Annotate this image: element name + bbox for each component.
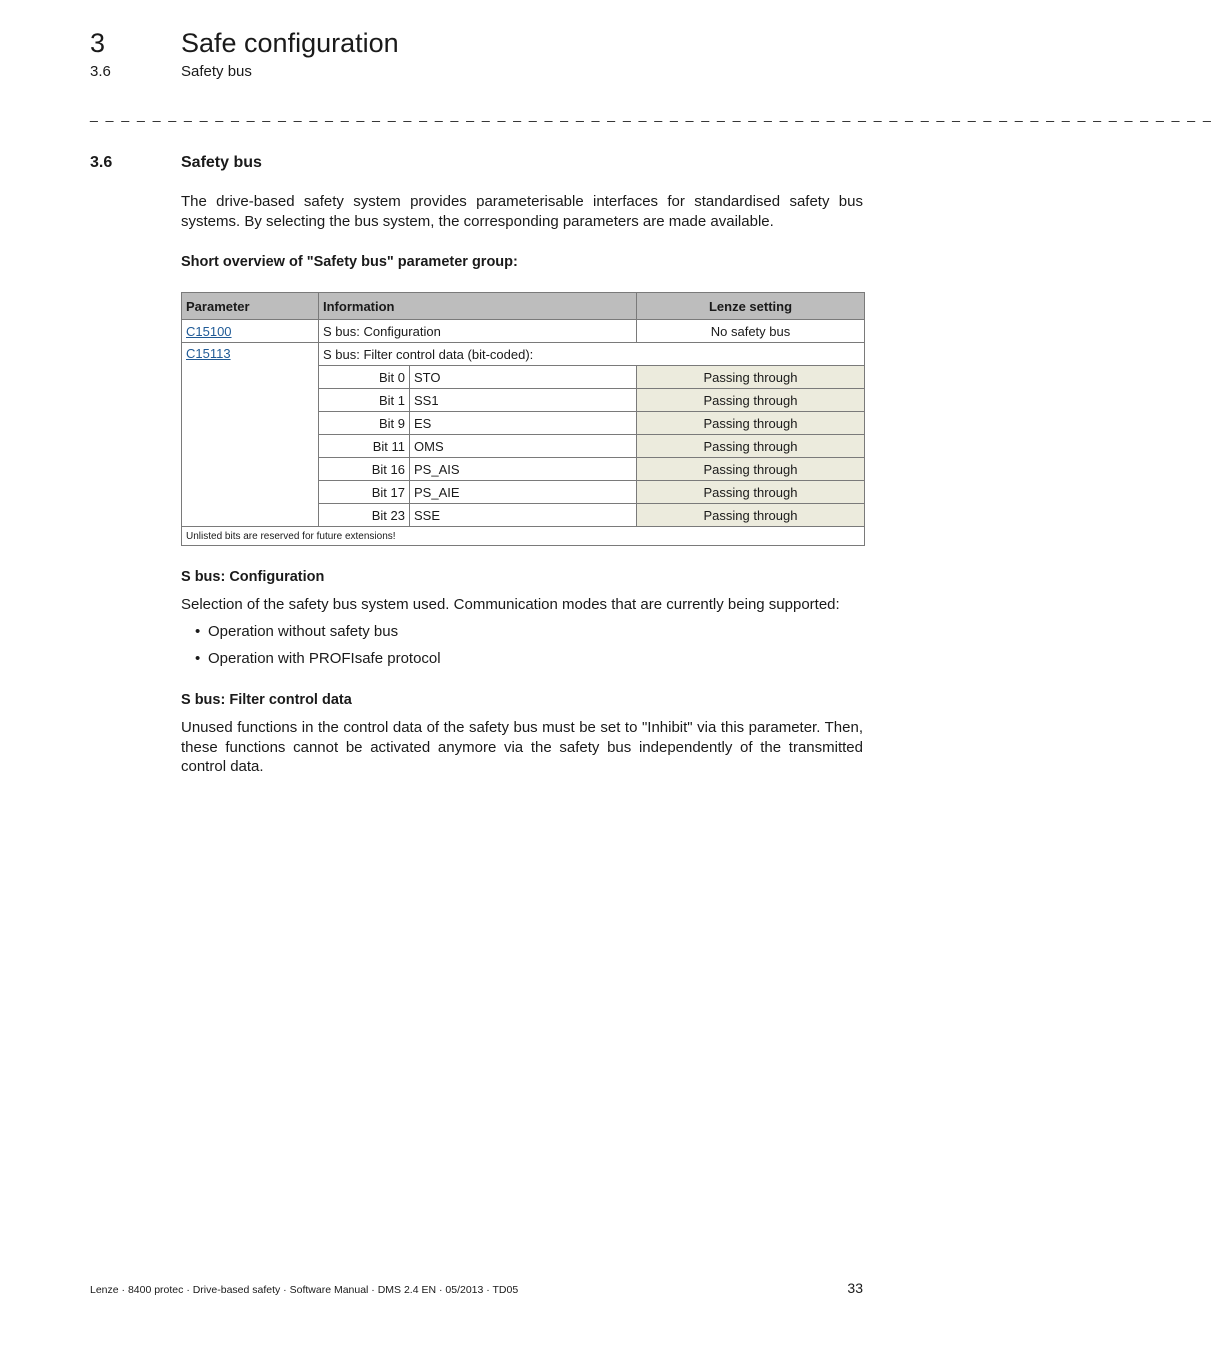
list-item <box>195 649 441 676</box>
cell-bit-name: SSE <box>410 504 637 527</box>
cell-setting: Passing through <box>637 481 865 504</box>
cell-bit-name: ES <box>410 412 637 435</box>
footer-text: Lenze · 8400 protec · Drive-based safety · Software Manual · DMS 2.4 EN · 05/2013 · TD05 <box>90 1284 519 1296</box>
table-note-row <box>182 527 865 546</box>
cell-bit: Bit 0 <box>319 366 410 389</box>
cell-setting: No safety bus <box>637 320 865 343</box>
table-note: Unlisted bits are reserved for future extensions! <box>182 527 865 546</box>
overview-title: Short overview of "Safety bus" parameter group: <box>181 254 518 270</box>
chapter-number: 3 <box>90 28 106 58</box>
header-section-title: Safety bus <box>181 63 252 80</box>
config-bullet-list <box>195 622 441 676</box>
cell-setting: Passing through <box>637 366 865 389</box>
section-title: Safety bus <box>181 154 262 171</box>
table-header-row <box>182 293 865 320</box>
cell-bit: Bit 17 <box>319 481 410 504</box>
section-number: 3.6 <box>90 154 113 171</box>
table-row <box>182 320 865 343</box>
list-item <box>195 622 441 649</box>
config-heading: S bus: Configuration <box>181 569 325 585</box>
link-c15100[interactable]: C15100 <box>186 323 232 339</box>
cell-setting: Passing through <box>637 412 865 435</box>
bullet-icon: • <box>195 650 201 667</box>
filter-paragraph: Unused functions in the control data of the safety bus must be set to "Inhibit" via this parameter. Then, these functions cannot be activated anymore via the safety bus independently of the transmitted control data. <box>181 719 863 775</box>
header-lenze-setting: Lenze setting <box>637 293 865 320</box>
header-parameter: Parameter <box>182 293 319 320</box>
header-divider: _ _ _ _ _ _ _ _ _ _ _ _ _ _ _ _ _ _ _ _ _ _ _ _ _ _ _ _ _ _ _ _ _ _ _ _ _ _ _ _ _ _ _ _ _ _ _ _ _ _ _ _ _ _ _ _ _ _ _ _ _ _ _ _ _ _ _ _ _ _ _ _ <box>90 106 1213 122</box>
parameter-table <box>181 292 865 546</box>
cell-bit-name: SS1 <box>410 389 637 412</box>
cell-setting: Passing through <box>637 389 865 412</box>
cell-bit: Bit 23 <box>319 504 410 527</box>
cell-bit: Bit 11 <box>319 435 410 458</box>
filter-heading: S bus: Filter control data <box>181 692 352 708</box>
cell-setting: Passing through <box>637 458 865 481</box>
cell-bit-name: STO <box>410 366 637 389</box>
cell-bit: Bit 1 <box>319 389 410 412</box>
cell-setting: Passing through <box>637 504 865 527</box>
bullet-icon: • <box>195 623 201 640</box>
cell-bit-name: PS_AIS <box>410 458 637 481</box>
header-section-number: 3.6 <box>90 63 111 80</box>
cell-info: S bus: Configuration <box>319 320 637 343</box>
cell-bit: Bit 16 <box>319 458 410 481</box>
cell-bit-name: OMS <box>410 435 637 458</box>
cell-info: S bus: Filter control data (bit-coded): <box>319 343 865 366</box>
cell-bit: Bit 9 <box>319 412 410 435</box>
cell-bit-name: PS_AIE <box>410 481 637 504</box>
intro-paragraph: The drive-based safety system provides parameterisable interfaces for standardised safety bus systems. By selecting the bus system, the corresponding parameters are made available. <box>181 193 863 230</box>
config-paragraph: Selection of the safety bus system used. Communication modes that are currently being supported: <box>181 596 840 613</box>
cell-setting: Passing through <box>637 435 865 458</box>
list-item-label: Operation with PROFIsafe protocol <box>208 650 441 667</box>
list-item-label: Operation without safety bus <box>208 623 399 640</box>
header-information: Information <box>319 293 637 320</box>
link-c15113[interactable]: C15113 <box>186 346 231 361</box>
page-number: 33 <box>847 1280 863 1296</box>
table-row <box>182 343 865 366</box>
chapter-title: Safe configuration <box>181 28 399 58</box>
